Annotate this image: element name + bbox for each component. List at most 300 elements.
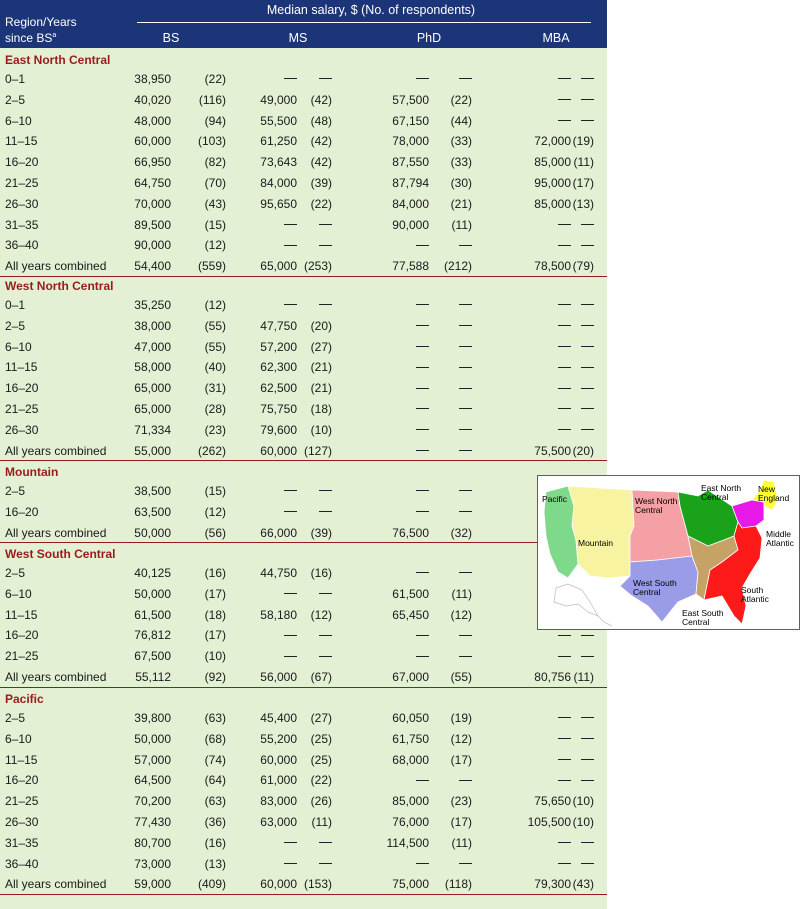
dash-mark — [459, 450, 472, 451]
cell-mba-count — [558, 628, 594, 642]
cell-bs-count: (12) — [204, 298, 226, 312]
map-label-pacific: Pacific — [542, 494, 568, 504]
cell-bs-salary: 64,500 — [134, 773, 171, 788]
cell-phd-salary — [359, 505, 429, 519]
cell-ms-salary — [237, 238, 297, 252]
cell-mba-count — [558, 402, 594, 416]
row-label: 0–1 — [5, 72, 26, 86]
cell-bs-count: (17) — [204, 628, 226, 643]
cell-phd-count — [428, 402, 472, 416]
dash-mark — [319, 304, 332, 305]
cell-bs-salary: 76,812 — [134, 628, 171, 643]
cell-bs-count: (55) — [204, 339, 226, 354]
cell-bs-salary: 38,950 — [134, 72, 171, 86]
cell-mba-count: (10) — [572, 794, 594, 809]
cell-bs-count: (40) — [204, 360, 226, 375]
regions-map-svg — [538, 476, 799, 629]
cell-ms-salary: 49,000 — [260, 92, 297, 107]
cell-phd-count — [428, 773, 472, 787]
row-label: 6–10 — [5, 731, 32, 746]
row-label: All years combined — [5, 443, 107, 458]
column-header-mba: MBA — [542, 31, 570, 45]
cell-mba-salary: 85,000 — [534, 155, 571, 170]
dash-mark — [581, 304, 594, 305]
cell-ms-count: (27) — [310, 711, 332, 725]
dash-mark — [459, 511, 472, 512]
cell-phd-count: (21) — [450, 196, 472, 211]
dash-mark — [319, 224, 332, 225]
map-label-west-south-central-1: West South — [633, 578, 677, 588]
cell-bs-count: (43) — [204, 196, 226, 211]
table-row — [0, 502, 607, 523]
cell-bs-count: (15) — [204, 217, 226, 232]
dash-mark — [319, 511, 332, 512]
table-row — [0, 90, 607, 111]
cell-bs-count: (56) — [204, 525, 226, 540]
cell-ms-count: (39) — [310, 176, 332, 190]
map-label-middle-atlantic-1: Middle — [766, 529, 792, 539]
table-row — [0, 256, 607, 277]
cell-mba-count — [558, 298, 594, 312]
cell-phd-count — [428, 360, 472, 374]
cell-mba-count: (10) — [572, 815, 594, 829]
region-mountain — [568, 486, 634, 578]
cell-phd-count — [428, 381, 472, 395]
cell-bs-salary: 89,500 — [134, 217, 171, 232]
cell-bs-count: (70) — [204, 176, 226, 190]
cell-ms-count — [292, 857, 332, 871]
cell-phd-salary — [359, 298, 429, 312]
cell-phd-salary: 84,000 — [392, 196, 429, 211]
cell-ms-salary — [237, 298, 297, 312]
cell-phd-salary: 78,000 — [392, 134, 429, 149]
cell-mba-count — [558, 93, 594, 107]
cell-bs-salary: 77,430 — [134, 815, 171, 829]
alaska-tail — [598, 616, 612, 626]
cell-bs-count: (92) — [204, 670, 226, 684]
dash-mark — [581, 78, 594, 79]
cell-mba-count — [558, 732, 594, 746]
row-label: 0–1 — [5, 298, 26, 312]
row-label: 21–25 — [5, 794, 39, 809]
cell-mba-count: (13) — [572, 196, 594, 211]
cell-mba-count — [558, 857, 594, 871]
cell-phd-salary — [359, 566, 429, 580]
table-row — [0, 770, 607, 791]
us-regions-map — [537, 475, 800, 630]
row-label: 6–10 — [5, 586, 32, 601]
dash-mark — [459, 863, 472, 864]
table-row — [0, 708, 607, 729]
cell-ms-salary: 84,000 — [260, 176, 297, 190]
cell-phd-salary: 77,588 — [392, 259, 429, 274]
cell-phd-salary — [359, 381, 429, 395]
cell-bs-salary: 90,000 — [134, 238, 171, 253]
cell-bs-count: (36) — [204, 815, 226, 829]
cell-bs-count: (55) — [204, 318, 226, 333]
cell-phd-salary — [359, 423, 429, 437]
table-row — [0, 173, 607, 194]
cell-bs-salary: 38,000 — [134, 318, 171, 333]
table-row — [0, 481, 607, 502]
cell-ms-salary — [237, 505, 297, 519]
dash-mark — [581, 738, 594, 739]
cell-mba-count: (43) — [572, 877, 594, 892]
cell-phd-salary: 61,500 — [392, 586, 429, 601]
map-label-new-england-2: England — [758, 493, 790, 503]
cell-phd-count: (23) — [450, 794, 472, 809]
cell-mba-count — [558, 423, 594, 437]
table-row — [0, 235, 607, 256]
cell-phd-salary — [359, 402, 429, 416]
cell-ms-count: (67) — [310, 670, 332, 684]
table-row — [0, 337, 607, 358]
cell-mba-count — [558, 773, 594, 787]
cell-ms-salary: 63,000 — [260, 815, 297, 829]
cell-ms-count — [292, 218, 332, 232]
cell-bs-count: (116) — [198, 92, 226, 107]
cell-ms-count: (16) — [310, 566, 332, 580]
row-label: 31–35 — [5, 835, 39, 850]
cell-phd-count: (17) — [450, 752, 472, 767]
dash-mark — [581, 120, 594, 121]
column-header-phd: PhD — [416, 31, 442, 45]
dash-mark — [581, 635, 594, 636]
cell-ms-salary — [237, 836, 297, 850]
cell-mba-count: (11) — [573, 155, 594, 170]
dash-mark — [319, 863, 332, 864]
table-row — [0, 563, 607, 584]
cell-phd-count — [428, 319, 472, 333]
cell-phd-salary — [359, 238, 429, 252]
cell-phd-count — [428, 444, 472, 458]
dash-mark — [459, 635, 472, 636]
cell-ms-count: (21) — [310, 381, 332, 396]
cell-ms-salary: 61,250 — [260, 134, 297, 149]
cell-ms-count — [292, 836, 332, 850]
cell-ms-count: (25) — [310, 731, 332, 746]
corner-line1: Region/Years — [5, 15, 77, 29]
map-label-west-south-central-2: Central — [633, 587, 661, 597]
section-divider — [0, 542, 607, 543]
row-label: 6–10 — [5, 113, 32, 128]
cell-ms-count: (18) — [310, 402, 332, 416]
alaska-outline — [554, 584, 598, 616]
cell-phd-salary — [359, 319, 429, 333]
cell-phd-count — [428, 484, 472, 498]
dash-mark — [319, 656, 332, 657]
dash-mark — [581, 367, 594, 368]
cell-bs-salary: 60,000 — [134, 134, 171, 149]
cell-mba-salary: 79,300 — [534, 877, 571, 892]
cell-bs-salary: 40,125 — [134, 566, 171, 580]
row-label: 2–5 — [5, 566, 26, 580]
cell-phd-salary: 65,450 — [392, 607, 429, 622]
cell-bs-salary: 66,950 — [134, 155, 171, 170]
cell-bs-count: (94) — [204, 113, 226, 128]
cell-bs-count: (63) — [204, 711, 226, 725]
cell-phd-count: (33) — [450, 155, 472, 170]
cell-mba-count — [558, 114, 594, 128]
cell-phd-count — [428, 857, 472, 871]
dash-mark — [459, 429, 472, 430]
table-row — [0, 854, 607, 875]
cell-bs-salary: 70,200 — [134, 794, 171, 809]
cell-ms-count: (12) — [310, 607, 332, 622]
cell-ms-count — [292, 649, 332, 663]
map-label-mountain: Mountain — [578, 538, 613, 548]
cell-mba-count: (17) — [572, 176, 594, 190]
cell-ms-salary: 62,300 — [260, 360, 297, 375]
cell-mba-salary: 85,000 — [534, 196, 571, 211]
cell-ms-salary: 83,000 — [260, 794, 297, 809]
cell-bs-count: (409) — [197, 877, 226, 892]
section-divider — [0, 460, 607, 461]
cell-ms-salary — [237, 628, 297, 642]
cell-bs-count: (28) — [204, 402, 226, 416]
dash-mark — [459, 388, 472, 389]
row-label: 2–5 — [5, 484, 26, 498]
section-title: West South Central — [5, 547, 116, 561]
dash-mark — [319, 842, 332, 843]
map-label-east-north-central-1: East North — [701, 483, 742, 493]
dash-mark — [459, 367, 472, 368]
cell-phd-count — [428, 628, 472, 642]
map-label-south-atlantic-1: South — [741, 585, 764, 595]
table-row — [0, 131, 607, 152]
row-label: 2–5 — [5, 318, 26, 333]
table-row — [0, 152, 607, 173]
dash-mark — [581, 245, 594, 246]
cell-bs-salary: 39,800 — [134, 711, 171, 725]
section-divider — [0, 276, 607, 277]
cell-ms-salary: 55,500 — [260, 113, 297, 128]
cell-mba-count — [558, 711, 594, 725]
table-row — [0, 378, 607, 399]
cell-bs-count: (559) — [197, 259, 226, 274]
table-row — [0, 523, 607, 544]
cell-bs-count: (74) — [204, 752, 226, 767]
cell-ms-count: (10) — [310, 422, 332, 437]
cell-ms-count: (253) — [303, 259, 332, 274]
cell-ms-salary: 66,000 — [260, 525, 297, 540]
table-row — [0, 812, 607, 833]
cell-mba-count: (20) — [572, 443, 594, 458]
cell-phd-salary: 67,150 — [392, 113, 429, 128]
column-header-bs: BS — [162, 31, 180, 45]
cell-ms-salary — [237, 72, 297, 86]
cell-bs-salary: 65,000 — [134, 381, 171, 396]
cell-phd-count: (11) — [451, 586, 472, 601]
cell-ms-count: (22) — [310, 773, 332, 788]
table-row — [0, 833, 607, 854]
table-row — [0, 729, 607, 750]
cell-bs-count: (10) — [204, 649, 226, 664]
cell-ms-count: (26) — [310, 794, 332, 809]
cell-bs-salary: 55,000 — [134, 443, 171, 458]
dash-mark — [459, 408, 472, 409]
cell-phd-count: (55) — [450, 670, 472, 684]
table-row — [0, 111, 607, 132]
row-label: 2–5 — [5, 92, 26, 107]
cell-phd-salary — [359, 857, 429, 871]
row-label: 26–30 — [5, 422, 39, 437]
section-title: East North Central — [5, 53, 111, 67]
cell-bs-salary: 64,750 — [134, 176, 171, 190]
cell-phd-count — [428, 298, 472, 312]
cell-phd-salary: 85,000 — [392, 794, 429, 809]
dash-mark — [459, 780, 472, 781]
dash-mark — [581, 99, 594, 100]
cell-bs-salary: 71,334 — [134, 422, 171, 437]
cell-mba-count — [558, 360, 594, 374]
cell-ms-count: (25) — [310, 752, 332, 767]
dash-mark — [459, 490, 472, 491]
cell-phd-salary: 87,794 — [392, 176, 429, 190]
cell-ms-count — [292, 587, 332, 601]
table-row — [0, 584, 607, 605]
dash-mark — [459, 346, 472, 347]
table-row — [0, 215, 607, 236]
cell-bs-salary: 50,000 — [134, 731, 171, 746]
map-label-new-england-1: New — [758, 484, 776, 494]
cell-bs-salary: 65,000 — [134, 402, 171, 416]
cell-ms-salary — [237, 484, 297, 498]
dash-mark — [319, 245, 332, 246]
row-label: 36–40 — [5, 856, 39, 871]
cell-bs-salary: 61,500 — [134, 607, 171, 622]
cell-mba-salary: 105,500 — [527, 815, 571, 829]
cell-phd-count: (22) — [450, 92, 472, 107]
cell-phd-count: (19) — [450, 711, 472, 725]
cell-phd-salary: 114,500 — [386, 835, 429, 850]
cell-bs-salary: 50,000 — [134, 586, 171, 601]
cell-ms-salary — [237, 649, 297, 663]
cell-phd-salary: 90,000 — [392, 217, 429, 232]
cell-mba-count — [558, 381, 594, 395]
cell-ms-salary: 65,000 — [260, 259, 297, 274]
dash-mark — [319, 593, 332, 594]
cell-ms-count — [292, 628, 332, 642]
cell-phd-salary: 60,050 — [392, 711, 429, 725]
cell-ms-salary — [237, 587, 297, 601]
cell-ms-salary: 56,000 — [260, 670, 297, 684]
cell-bs-salary: 57,000 — [134, 752, 171, 767]
cell-phd-salary: 68,000 — [392, 752, 429, 767]
cell-ms-count: (21) — [310, 360, 332, 375]
cell-bs-count: (15) — [204, 484, 226, 498]
cell-ms-salary — [237, 218, 297, 232]
cell-bs-salary: 35,250 — [134, 298, 171, 312]
dash-mark — [581, 429, 594, 430]
row-label: 26–30 — [5, 815, 39, 829]
dash-mark — [581, 656, 594, 657]
header-rule — [137, 22, 591, 23]
cell-phd-salary — [359, 773, 429, 787]
cell-phd-count — [428, 423, 472, 437]
cell-mba-count: (79) — [572, 259, 594, 274]
cell-ms-count: (48) — [310, 113, 332, 128]
cell-bs-salary: 67,500 — [134, 649, 171, 664]
cell-ms-salary: 62,500 — [260, 381, 297, 396]
cell-ms-count — [292, 72, 332, 86]
table-title: Median salary, $ (No. of respondents) — [266, 3, 476, 17]
cell-phd-count — [428, 238, 472, 252]
cell-bs-salary: 63,500 — [134, 504, 171, 519]
cell-phd-count: (212) — [443, 259, 472, 274]
cell-phd-salary: 75,000 — [392, 877, 429, 892]
dash-mark — [581, 325, 594, 326]
cell-bs-salary: 38,500 — [134, 484, 171, 498]
row-label: 16–20 — [5, 155, 39, 170]
cell-bs-count: (18) — [204, 607, 226, 622]
row-label: 26–30 — [5, 196, 39, 211]
cell-bs-salary: 54,400 — [134, 259, 171, 274]
dash-mark — [319, 635, 332, 636]
row-label: 16–20 — [5, 504, 39, 519]
cell-mba-salary: 72,000 — [534, 134, 571, 149]
section-divider — [0, 687, 607, 688]
section-divider — [0, 894, 607, 895]
cell-mba-count — [558, 340, 594, 354]
table-row — [0, 646, 607, 667]
row-label: 21–25 — [5, 649, 39, 664]
cell-bs-count: (13) — [204, 856, 226, 871]
cell-phd-salary — [359, 72, 429, 86]
section-title: Pacific — [5, 692, 44, 706]
cell-bs-count: (31) — [204, 381, 226, 396]
cell-ms-salary: 58,180 — [260, 607, 297, 622]
cell-ms-count: (22) — [310, 196, 332, 211]
cell-ms-count: (42) — [310, 92, 332, 107]
row-label: 16–20 — [5, 628, 39, 643]
map-label-west-north-central-2: Central — [635, 505, 663, 515]
cell-ms-salary: 55,200 — [260, 731, 297, 746]
cell-mba-salary: 95,000 — [534, 176, 571, 190]
cell-ms-salary: 45,400 — [260, 711, 297, 725]
dash-mark — [581, 717, 594, 718]
cell-bs-count: (17) — [204, 586, 226, 601]
row-label: 31–35 — [5, 217, 39, 232]
cell-ms-count: (11) — [311, 815, 332, 829]
row-label: 16–20 — [5, 773, 39, 788]
cell-bs-count: (68) — [204, 731, 226, 746]
table-row — [0, 750, 607, 771]
cell-ms-salary — [237, 857, 297, 871]
table-header — [0, 0, 607, 48]
cell-phd-count: (12) — [450, 731, 472, 746]
row-label: 11–15 — [5, 134, 38, 149]
cell-phd-count: (12) — [450, 607, 472, 622]
cell-mba-count — [558, 753, 594, 767]
cell-ms-salary: 44,750 — [260, 566, 297, 580]
cell-phd-salary — [359, 484, 429, 498]
dash-mark — [319, 490, 332, 491]
map-label-east-north-central-2: Central — [701, 492, 729, 502]
map-label-south-atlantic-2: Atlantic — [741, 594, 769, 604]
row-label: 16–20 — [5, 381, 39, 396]
table-row — [0, 441, 607, 462]
cell-mba-count — [558, 72, 594, 86]
row-label: All years combined — [5, 525, 107, 540]
cell-bs-count: (64) — [204, 773, 226, 788]
cell-phd-count: (33) — [450, 134, 472, 149]
table-row — [0, 420, 607, 441]
cell-ms-count — [292, 238, 332, 252]
table-row — [0, 295, 607, 316]
dash-mark — [581, 408, 594, 409]
cell-phd-salary — [359, 649, 429, 663]
